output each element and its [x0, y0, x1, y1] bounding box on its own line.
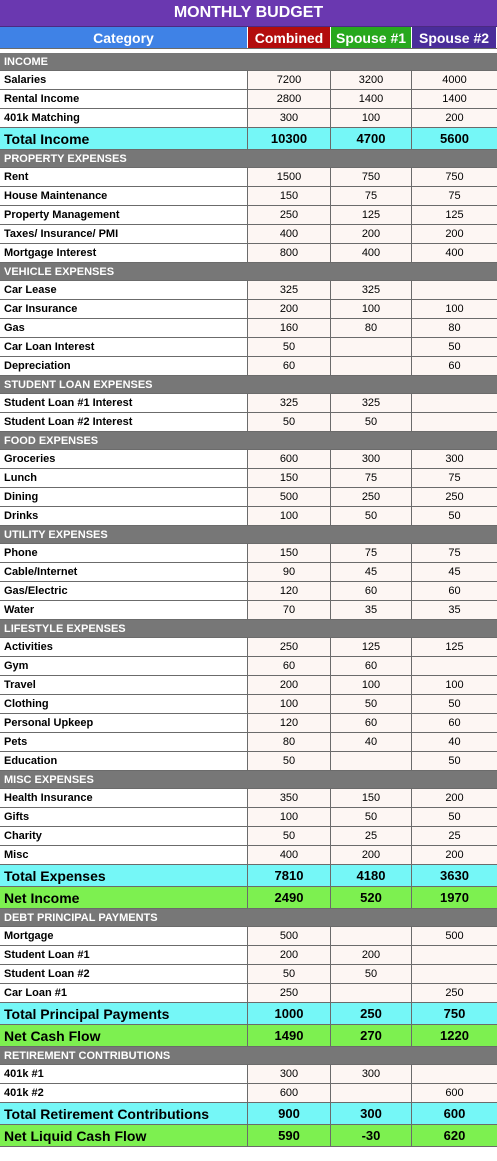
spouse-2-cell[interactable]: 75 [412, 187, 497, 205]
spouse-2-cell[interactable] [412, 965, 497, 983]
spouse-2-cell[interactable]: 100 [412, 676, 497, 694]
combined-cell[interactable]: 100 [248, 808, 331, 826]
budget-row-cable-internet [0, 563, 497, 582]
row-label[interactable]: Mortgage Interest [0, 244, 248, 262]
spouse-2-cell[interactable]: 50 [412, 338, 497, 356]
spouse-2-cell[interactable]: 50 [412, 752, 497, 770]
row-label[interactable]: Net Liquid Cash Flow [0, 1125, 248, 1146]
row-label[interactable]: Gifts [0, 808, 248, 826]
budget-row-groceries [0, 450, 497, 469]
spouse-2-cell[interactable]: 3630 [412, 865, 497, 886]
spouse-2-cell[interactable]: 60 [412, 714, 497, 732]
spouse-2-cell[interactable]: 750 [412, 168, 497, 186]
budget-row-depreciation [0, 357, 497, 376]
row-label[interactable]: House Maintenance [0, 187, 248, 205]
spouse-2-cell[interactable] [412, 281, 497, 299]
section-header-lifestyle-expenses [0, 620, 497, 638]
spouse-1-cell[interactable]: 400 [331, 244, 412, 262]
budget-row-rent [0, 168, 497, 187]
budget-row-phone [0, 544, 497, 563]
combined-cell[interactable]: 50 [248, 827, 331, 845]
combined-cell[interactable]: 325 [248, 281, 331, 299]
spouse-1-cell[interactable]: 200 [331, 225, 412, 243]
spouse-1-cell[interactable]: 1400 [331, 90, 412, 108]
combined-cell[interactable]: 800 [248, 244, 331, 262]
spouse-1-cell[interactable]: 75 [331, 187, 412, 205]
combined-cell[interactable]: 250 [248, 638, 331, 656]
spouse-1-cell[interactable]: 325 [331, 394, 412, 412]
combined-cell[interactable]: 7810 [248, 865, 331, 886]
spouse-2-cell[interactable]: 75 [412, 544, 497, 562]
spouse-2-cell[interactable]: 400 [412, 244, 497, 262]
row-label[interactable]: Salaries [0, 71, 248, 89]
spouse-1-cell[interactable]: 100 [331, 300, 412, 318]
row-label[interactable]: Dining [0, 488, 248, 506]
row-label[interactable]: 401k #2 [0, 1084, 248, 1102]
total-row-net-cash-flow [0, 1025, 497, 1047]
budget-row-water [0, 601, 497, 620]
spouse-2-cell[interactable]: 200 [412, 225, 497, 243]
row-label[interactable]: Charity [0, 827, 248, 845]
combined-cell[interactable]: 2800 [248, 90, 331, 108]
row-label[interactable]: Lunch [0, 469, 248, 487]
spouse-2-cell[interactable]: 40 [412, 733, 497, 751]
combined-cell[interactable]: 70 [248, 601, 331, 619]
spouse-1-cell[interactable]: 40 [331, 733, 412, 751]
spouse-2-cell[interactable]: 35 [412, 601, 497, 619]
budget-row-student-loan-1 [0, 946, 497, 965]
budget-row-misc [0, 846, 497, 865]
combined-cell[interactable]: 200 [248, 676, 331, 694]
spouse-2-cell[interactable]: 50 [412, 507, 497, 525]
combined-cell[interactable]: 7200 [248, 71, 331, 89]
section-header-utility-expenses [0, 526, 497, 544]
spouse-2-cell[interactable]: 50 [412, 695, 497, 713]
total-row-total-income [0, 128, 497, 150]
spouse-1-cell[interactable]: 75 [331, 544, 412, 562]
budget-row-salaries [0, 71, 497, 90]
row-label[interactable]: Mortgage [0, 927, 248, 945]
spouse-1-cell[interactable] [331, 357, 412, 375]
budget-row-education [0, 752, 497, 771]
spouse-2-cell[interactable]: 250 [412, 488, 497, 506]
row-label[interactable]: Car Lease [0, 281, 248, 299]
spouse-1-cell[interactable] [331, 927, 412, 945]
spouse-2-cell[interactable]: 750 [412, 1003, 497, 1024]
row-label[interactable]: Total Retirement Contributions [0, 1103, 248, 1124]
budget-row-property-management [0, 206, 497, 225]
total-row-total-expenses [0, 865, 497, 887]
spouse-2-cell[interactable]: 80 [412, 319, 497, 337]
row-label[interactable]: Net Cash Flow [0, 1025, 248, 1046]
spouse-1-cell[interactable]: 300 [331, 1065, 412, 1083]
row-label[interactable]: Water [0, 601, 248, 619]
spouse-1-cell[interactable]: 50 [331, 507, 412, 525]
budget-row-rental-income [0, 90, 497, 109]
budget-row-mortgage-interest [0, 244, 497, 263]
budget-row-activities [0, 638, 497, 657]
spouse-1-cell[interactable]: 60 [331, 714, 412, 732]
row-label[interactable]: Personal Upkeep [0, 714, 248, 732]
spouse-1-cell[interactable]: 50 [331, 808, 412, 826]
row-label[interactable]: Phone [0, 544, 248, 562]
combined-cell[interactable]: 300 [248, 1065, 331, 1083]
spouse-2-cell[interactable] [412, 394, 497, 412]
budget-row-car-loan-1 [0, 984, 497, 1003]
budget-row-travel [0, 676, 497, 695]
spouse-2-cell[interactable]: 100 [412, 300, 497, 318]
spouse-2-cell[interactable]: 1970 [412, 887, 497, 908]
row-label[interactable]: Taxes/ Insurance/ PMI [0, 225, 248, 243]
spouse-1-cell[interactable]: 270 [331, 1025, 412, 1046]
row-label[interactable]: Car Loan #1 [0, 984, 248, 1002]
row-label[interactable]: Student Loan #2 [0, 965, 248, 983]
combined-cell[interactable]: 2490 [248, 887, 331, 908]
section-label[interactable]: LIFESTYLE EXPENSES [4, 622, 126, 635]
budget-row-mortgage [0, 927, 497, 946]
combined-cell[interactable]: 120 [248, 714, 331, 732]
spouse-1-cell[interactable] [331, 984, 412, 1002]
combined-cell[interactable]: 50 [248, 413, 331, 431]
combined-cell[interactable]: 50 [248, 338, 331, 356]
row-label[interactable]: Gym [0, 657, 248, 675]
spouse-1-cell[interactable]: 3200 [331, 71, 412, 89]
spouse-2-cell[interactable] [412, 946, 497, 964]
spouse-1-cell[interactable]: 50 [331, 413, 412, 431]
spouse-2-cell[interactable]: 500 [412, 927, 497, 945]
budget-row-car-lease [0, 281, 497, 300]
combined-cell[interactable]: 400 [248, 846, 331, 864]
budget-row-house-maintenance [0, 187, 497, 206]
row-label[interactable]: Clothing [0, 695, 248, 713]
budget-row-student-loan-1-interest [0, 394, 497, 413]
combined-cell[interactable]: 50 [248, 752, 331, 770]
row-label[interactable]: Rent [0, 168, 248, 186]
section-header-student-loan-expenses [0, 376, 497, 394]
section-label[interactable]: UTILITY EXPENSES [4, 528, 108, 541]
row-label[interactable]: Gas [0, 319, 248, 337]
row-label[interactable]: Misc [0, 846, 248, 864]
budget-row-personal-upkeep [0, 714, 497, 733]
header-spouse-2[interactable]: Spouse #2 [412, 27, 497, 48]
spouse-2-cell[interactable]: 200 [412, 846, 497, 864]
budget-row-dining [0, 488, 497, 507]
spouse-1-cell[interactable]: 150 [331, 789, 412, 807]
spouse-1-cell[interactable]: 200 [331, 846, 412, 864]
header-spouse-1[interactable]: Spouse #1 [331, 27, 412, 48]
combined-cell[interactable]: 160 [248, 319, 331, 337]
spouse-2-cell[interactable]: 50 [412, 808, 497, 826]
budget-row-taxes-insurance-pmi [0, 225, 497, 244]
spouse-1-cell[interactable]: 520 [331, 887, 412, 908]
section-header-misc-expenses [0, 771, 497, 789]
combined-cell[interactable]: 200 [248, 946, 331, 964]
section-label[interactable]: FOOD EXPENSES [4, 434, 99, 447]
combined-cell[interactable]: 1490 [248, 1025, 331, 1046]
budget-row-pets [0, 733, 497, 752]
spouse-1-cell[interactable]: 125 [331, 206, 412, 224]
budget-row-car-insurance [0, 300, 497, 319]
row-label[interactable]: Rental Income [0, 90, 248, 108]
combined-cell[interactable]: 10300 [248, 128, 331, 149]
combined-cell[interactable]: 60 [248, 657, 331, 675]
combined-cell[interactable]: 60 [248, 357, 331, 375]
budget-row-student-loan-2 [0, 965, 497, 984]
row-label[interactable]: Student Loan #1 [0, 946, 248, 964]
row-label[interactable]: 401k #1 [0, 1065, 248, 1083]
combined-cell[interactable]: 600 [248, 1084, 331, 1102]
row-label[interactable]: Drinks [0, 507, 248, 525]
row-label[interactable]: Property Management [0, 206, 248, 224]
combined-cell[interactable]: 350 [248, 789, 331, 807]
budget-row-clothing [0, 695, 497, 714]
combined-cell[interactable]: 300 [248, 109, 331, 127]
section-header-food-expenses [0, 432, 497, 450]
spouse-2-cell[interactable] [412, 657, 497, 675]
spouse-2-cell[interactable]: 600 [412, 1103, 497, 1124]
spouse-2-cell[interactable] [412, 1065, 497, 1083]
budget-row-401k-matching [0, 109, 497, 128]
spouse-2-cell[interactable]: 1220 [412, 1025, 497, 1046]
spouse-1-cell[interactable]: 4700 [331, 128, 412, 149]
spouse-2-cell[interactable]: 125 [412, 206, 497, 224]
budget-row-lunch [0, 469, 497, 488]
spouse-2-cell[interactable]: 300 [412, 450, 497, 468]
combined-cell[interactable]: 1000 [248, 1003, 331, 1024]
spouse-1-cell[interactable]: 35 [331, 601, 412, 619]
spouse-1-cell[interactable]: 60 [331, 657, 412, 675]
spouse-2-cell[interactable]: 600 [412, 1084, 497, 1102]
row-label[interactable]: Gas/Electric [0, 582, 248, 600]
row-label[interactable]: Car Loan Interest [0, 338, 248, 356]
section-label[interactable]: VEHICLE EXPENSES [4, 265, 115, 278]
row-label[interactable]: Car Insurance [0, 300, 248, 318]
row-label[interactable]: Total Principal Payments [0, 1003, 248, 1024]
budget-row-gas [0, 319, 497, 338]
spouse-1-cell[interactable]: 300 [331, 1103, 412, 1124]
spouse-1-cell[interactable]: 250 [331, 1003, 412, 1024]
row-label[interactable]: Groceries [0, 450, 248, 468]
row-label[interactable]: Education [0, 752, 248, 770]
spouse-1-cell[interactable]: 100 [331, 676, 412, 694]
section-label[interactable]: INCOME [4, 55, 48, 68]
combined-cell[interactable]: 1500 [248, 168, 331, 186]
total-row-total-principal-payments [0, 1003, 497, 1025]
combined-cell[interactable]: 150 [248, 187, 331, 205]
spouse-1-cell[interactable]: 325 [331, 281, 412, 299]
budget-row-401k-2 [0, 1084, 497, 1103]
combined-cell[interactable]: 80 [248, 733, 331, 751]
section-header-retirement-contributions [0, 1047, 497, 1065]
spouse-2-cell[interactable]: 200 [412, 109, 497, 127]
spouse-1-cell[interactable]: 750 [331, 168, 412, 186]
spouse-2-cell[interactable]: 4000 [412, 71, 497, 89]
row-label[interactable]: Health Insurance [0, 789, 248, 807]
total-row-total-retirement-contributions [0, 1103, 497, 1125]
combined-cell[interactable]: 250 [248, 984, 331, 1002]
section-header-debt-principal-payments [0, 909, 497, 927]
budget-row-charity [0, 827, 497, 846]
spouse-1-cell[interactable]: 50 [331, 965, 412, 983]
budget-row-401k-1 [0, 1065, 497, 1084]
spouse-1-cell[interactable]: 300 [331, 450, 412, 468]
column-header-row [0, 27, 497, 49]
section-label[interactable]: MISC EXPENSES [4, 773, 94, 786]
section-label[interactable]: STUDENT LOAN EXPENSES [4, 378, 153, 391]
combined-cell[interactable]: 500 [248, 927, 331, 945]
spouse-1-cell[interactable]: 125 [331, 638, 412, 656]
spouse-1-cell[interactable]: 50 [331, 695, 412, 713]
row-label[interactable]: Pets [0, 733, 248, 751]
combined-cell[interactable]: 100 [248, 507, 331, 525]
section-label[interactable]: RETIREMENT CONTRIBUTIONS [4, 1049, 171, 1062]
spouse-2-cell[interactable]: 45 [412, 563, 497, 581]
spouse-1-cell[interactable]: 80 [331, 319, 412, 337]
spouse-2-cell[interactable]: 60 [412, 582, 497, 600]
spouse-2-cell[interactable]: 250 [412, 984, 497, 1002]
header-category[interactable]: Category [0, 27, 248, 48]
spouse-1-cell[interactable]: 250 [331, 488, 412, 506]
spouse-2-cell[interactable]: 200 [412, 789, 497, 807]
section-header-vehicle-expenses [0, 263, 497, 281]
combined-cell[interactable]: 50 [248, 965, 331, 983]
spouse-1-cell[interactable]: 100 [331, 109, 412, 127]
combined-cell[interactable]: 325 [248, 394, 331, 412]
spouse-1-cell[interactable]: 75 [331, 469, 412, 487]
combined-cell[interactable]: 590 [248, 1125, 331, 1146]
budget-row-gas-electric [0, 582, 497, 601]
combined-cell[interactable]: 120 [248, 582, 331, 600]
row-label[interactable]: Cable/Internet [0, 563, 248, 581]
combined-cell[interactable]: 600 [248, 450, 331, 468]
budget-row-gym [0, 657, 497, 676]
section-label[interactable]: PROPERTY EXPENSES [4, 152, 127, 165]
row-label[interactable]: Total Income [0, 128, 248, 149]
spouse-2-cell[interactable]: 60 [412, 357, 497, 375]
spouse-2-cell[interactable]: 5600 [412, 128, 497, 149]
budget-row-drinks [0, 507, 497, 526]
budget-row-health-insurance [0, 789, 497, 808]
spouse-2-cell[interactable]: 1400 [412, 90, 497, 108]
budget-row-student-loan-2-interest [0, 413, 497, 432]
section-header-income [0, 53, 497, 71]
row-label[interactable]: Activities [0, 638, 248, 656]
sheet-title: MONTHLY BUDGET [0, 0, 497, 27]
spouse-1-cell[interactable]: -30 [331, 1125, 412, 1146]
spouse-1-cell[interactable]: 25 [331, 827, 412, 845]
combined-cell[interactable]: 200 [248, 300, 331, 318]
combined-cell[interactable]: 500 [248, 488, 331, 506]
spouse-2-cell[interactable]: 25 [412, 827, 497, 845]
combined-cell[interactable]: 250 [248, 206, 331, 224]
row-label[interactable]: Net Income [0, 887, 248, 908]
combined-cell[interactable]: 400 [248, 225, 331, 243]
combined-cell[interactable]: 900 [248, 1103, 331, 1124]
row-label[interactable]: Student Loan #2 Interest [0, 413, 248, 431]
spouse-1-cell[interactable] [331, 752, 412, 770]
budget-row-gifts [0, 808, 497, 827]
combined-cell[interactable]: 150 [248, 469, 331, 487]
total-row-net-liquid-cash-flow [0, 1125, 497, 1147]
spouse-1-cell[interactable] [331, 338, 412, 356]
spouse-1-cell[interactable]: 4180 [331, 865, 412, 886]
row-label[interactable]: 401k Matching [0, 109, 248, 127]
spouse-2-cell[interactable]: 75 [412, 469, 497, 487]
section-header-property-expenses [0, 150, 497, 168]
spouse-2-cell[interactable] [412, 413, 497, 431]
spouse-2-cell[interactable]: 125 [412, 638, 497, 656]
spouse-2-cell[interactable]: 620 [412, 1125, 497, 1146]
spouse-1-cell[interactable]: 60 [331, 582, 412, 600]
spouse-1-cell[interactable]: 45 [331, 563, 412, 581]
section-label[interactable]: DEBT PRINCIPAL PAYMENTS [4, 911, 158, 924]
budget-row-car-loan-interest [0, 338, 497, 357]
combined-cell[interactable]: 100 [248, 695, 331, 713]
row-label[interactable]: Student Loan #1 Interest [0, 394, 248, 412]
spouse-1-cell[interactable]: 200 [331, 946, 412, 964]
total-row-net-income [0, 887, 497, 909]
combined-cell[interactable]: 90 [248, 563, 331, 581]
spouse-1-cell[interactable] [331, 1084, 412, 1102]
combined-cell[interactable]: 150 [248, 544, 331, 562]
row-label[interactable]: Depreciation [0, 357, 248, 375]
row-label[interactable]: Travel [0, 676, 248, 694]
header-combined[interactable]: Combined [248, 27, 331, 48]
row-label[interactable]: Total Expenses [0, 865, 248, 886]
